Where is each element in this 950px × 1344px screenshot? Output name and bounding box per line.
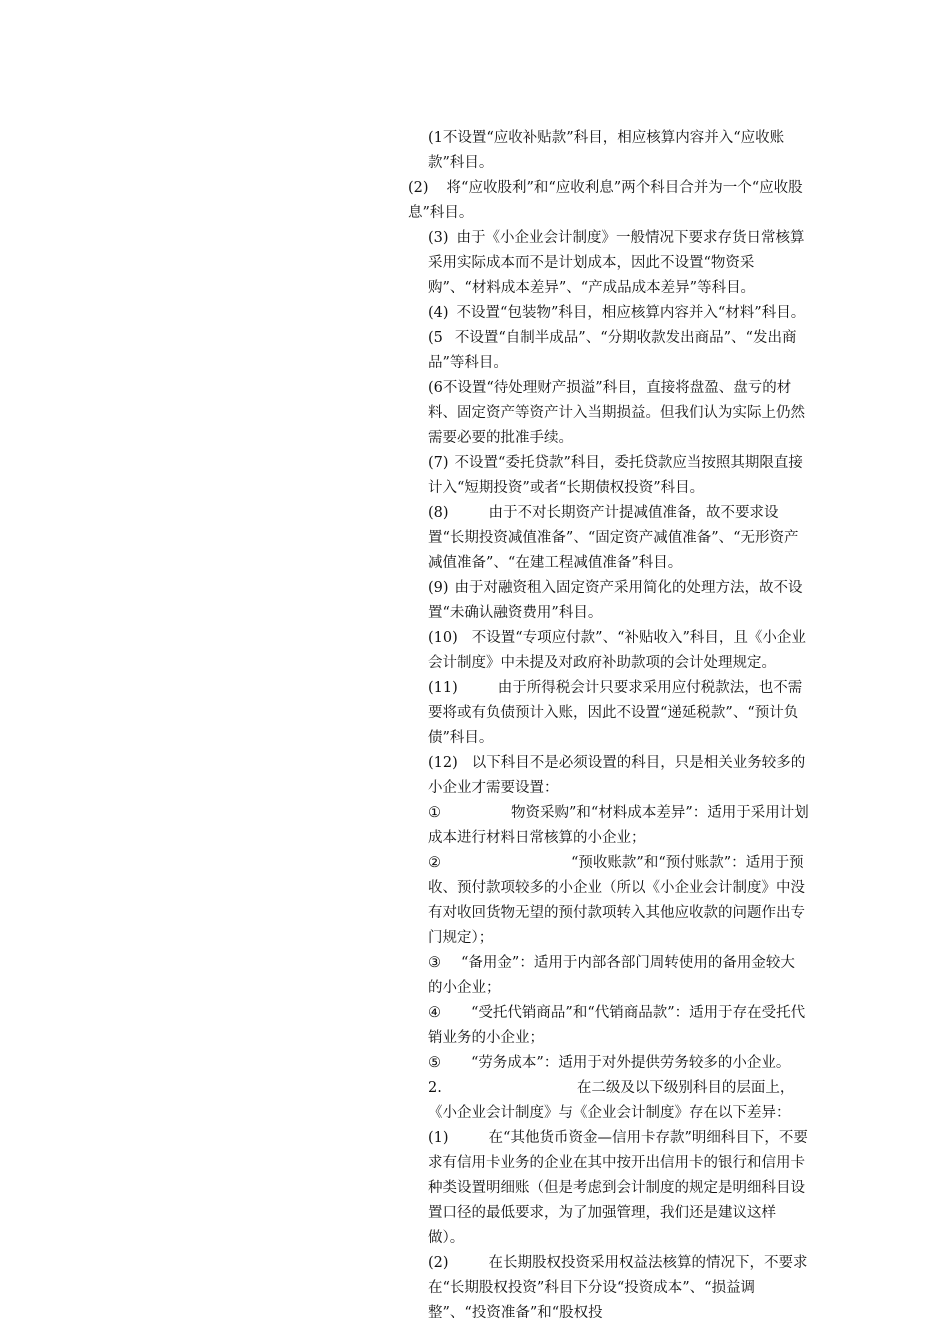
paragraph-text: 不设置“委托贷款”科目，委托贷款应当按照其期限直接计入“短期投资”或者“长期债权投资”科目。: [428, 455, 803, 496]
paragraph-text: 在长期股权投资采用权益法核算的情况下，不要求在“长期股权投资”科目下分设“投资成本”、“损益调整”、“投资准备”和“股权投: [428, 1255, 808, 1321]
paragraph-text: 由于《小企业会计制度》一般情况下要求存货日常核算采用实际成本而不是计划成本，因此不设置“物资采购”、“材料成本差异”、“产成品成本差异”等科目。: [428, 230, 805, 296]
paragraph-15: [143, 951, 809, 1001]
paragraph-text: 不设置“应收补贴款”科目，相应核算内容并入“应收账款”科目。: [428, 130, 785, 171]
paragraph-number: (3): [428, 230, 449, 246]
paragraph-6: [143, 376, 809, 451]
paragraph-18: [143, 1076, 809, 1126]
paragraph-4: [143, 301, 809, 326]
paragraph-text: 在二级及以下级别科目的层面上，《小企业会计制度》与《企业会计制度》存在以下差异：: [428, 1080, 795, 1121]
list-marker: ④: [428, 1005, 441, 1021]
paragraph-text: 以下科目不是必须设置的科目，只是相关业务较多的小企业才需要设置：: [428, 755, 806, 796]
paragraph-14: [143, 851, 809, 951]
paragraph-1: [143, 126, 809, 176]
paragraph-11: [143, 676, 809, 751]
paragraph-text: 由于不对长期资产计提减值准备，故不要求设置“长期投资减值准备”、“固定资产减值准备”、“无形资产减值准备”、“在建工程减值准备”科目。: [428, 505, 799, 571]
paragraph-7: [143, 451, 809, 501]
list-marker: ①: [428, 805, 441, 821]
paragraph-text: 由于所得税会计只要求采用应付税款法，也不需要将或有负债预计入账，因此不设置“递延税款”、“预计负债”科目。: [428, 680, 803, 746]
paragraph-number: (10): [428, 630, 458, 646]
paragraph-number: (7): [428, 455, 449, 471]
paragraph-text: 不设置“待处理财产损溢”科目，直接将盘盈、盘亏的材料、固定资产等资产计入当期损益。但我们认为实际上仍然需要必要的批准手续。: [428, 380, 805, 446]
paragraph-text: 由于对融资租入固定资产采用简化的处理方法，故不设置“未确认融资费用”科目。: [428, 580, 803, 621]
paragraph-text: 物资采购”和“材料成本差异”：适用于采用计划成本进行材料日常核算的小企业；: [428, 805, 809, 846]
paragraph-text: “受托代销商品”和“代销商品款”：适用于存在受托代销业务的小企业；: [428, 1005, 806, 1046]
list-marker: ③: [428, 955, 441, 971]
paragraph-8: [143, 501, 809, 576]
paragraph-number: (2): [428, 1255, 449, 1271]
paragraph-text: 不设置“包装物”科目，相应核算内容并入“材料”科目。: [456, 305, 806, 321]
paragraph-number: (6: [428, 380, 443, 396]
paragraph-number: (1: [428, 130, 443, 146]
paragraph-20: [143, 1251, 809, 1326]
paragraph-number: (1): [428, 1130, 449, 1146]
paragraph-17: [143, 1051, 809, 1076]
paragraph-text: “劳务成本”：适用于对外提供劳务较多的小企业。: [471, 1055, 791, 1071]
paragraph-2: [143, 176, 809, 226]
paragraph-text: 不设置“专项应付款”、“补贴收入”科目，且《小企业会计制度》中未提及对政府补助款项的会计处理规定。: [428, 630, 806, 671]
paragraph-number: (8): [428, 505, 449, 521]
paragraph-number: (9): [428, 580, 449, 596]
section-number: 2.: [428, 1080, 442, 1096]
paragraph-text: “预收账款”和“预付账款”：适用于预收、预付款项较多的小企业（所以《小企业会计制度》中没有对收回货物无望的预付款项转入其他应收款的问题作出专门规定）；: [428, 855, 805, 946]
document-body: [143, 126, 809, 1326]
paragraph-number: (5: [428, 330, 443, 346]
paragraph-text: 不设置“自制半成品”、“分期收款发出商品”、“发出商品”等科目。: [428, 330, 797, 371]
paragraph-number: (12): [428, 755, 458, 771]
paragraph-text: 在“其他货币资金—信用卡存款”明细科目下，不要求有信用卡业务的企业在其中按开出信用卡的银行和信用卡种类设置明细账（但是考虑到会计制度的规定是明细科目设置口径的最低要求，为了加强管理，我们还是建议这样做）。: [428, 1130, 808, 1246]
paragraph-number: (2): [408, 180, 429, 196]
paragraph-16: [143, 1001, 809, 1051]
paragraph-19: [143, 1126, 809, 1251]
paragraph-12: [143, 751, 809, 801]
paragraph-13: [143, 801, 809, 851]
list-marker: ⑤: [428, 1055, 441, 1071]
paragraph-text: 将“应收股利”和“应收利息”两个科目合并为一个“应收股息”科目。: [408, 180, 803, 221]
paragraph-5: [143, 326, 809, 376]
paragraph-3: [143, 226, 809, 301]
paragraph-10: [143, 626, 809, 676]
paragraph-9: [143, 576, 809, 626]
paragraph-number: (4): [428, 305, 449, 321]
list-marker: ②: [428, 855, 441, 871]
paragraph-number: (11): [428, 680, 458, 696]
paragraph-text: “备用金”：适用于内部各部门周转使用的备用金较大的小企业；: [428, 955, 795, 996]
